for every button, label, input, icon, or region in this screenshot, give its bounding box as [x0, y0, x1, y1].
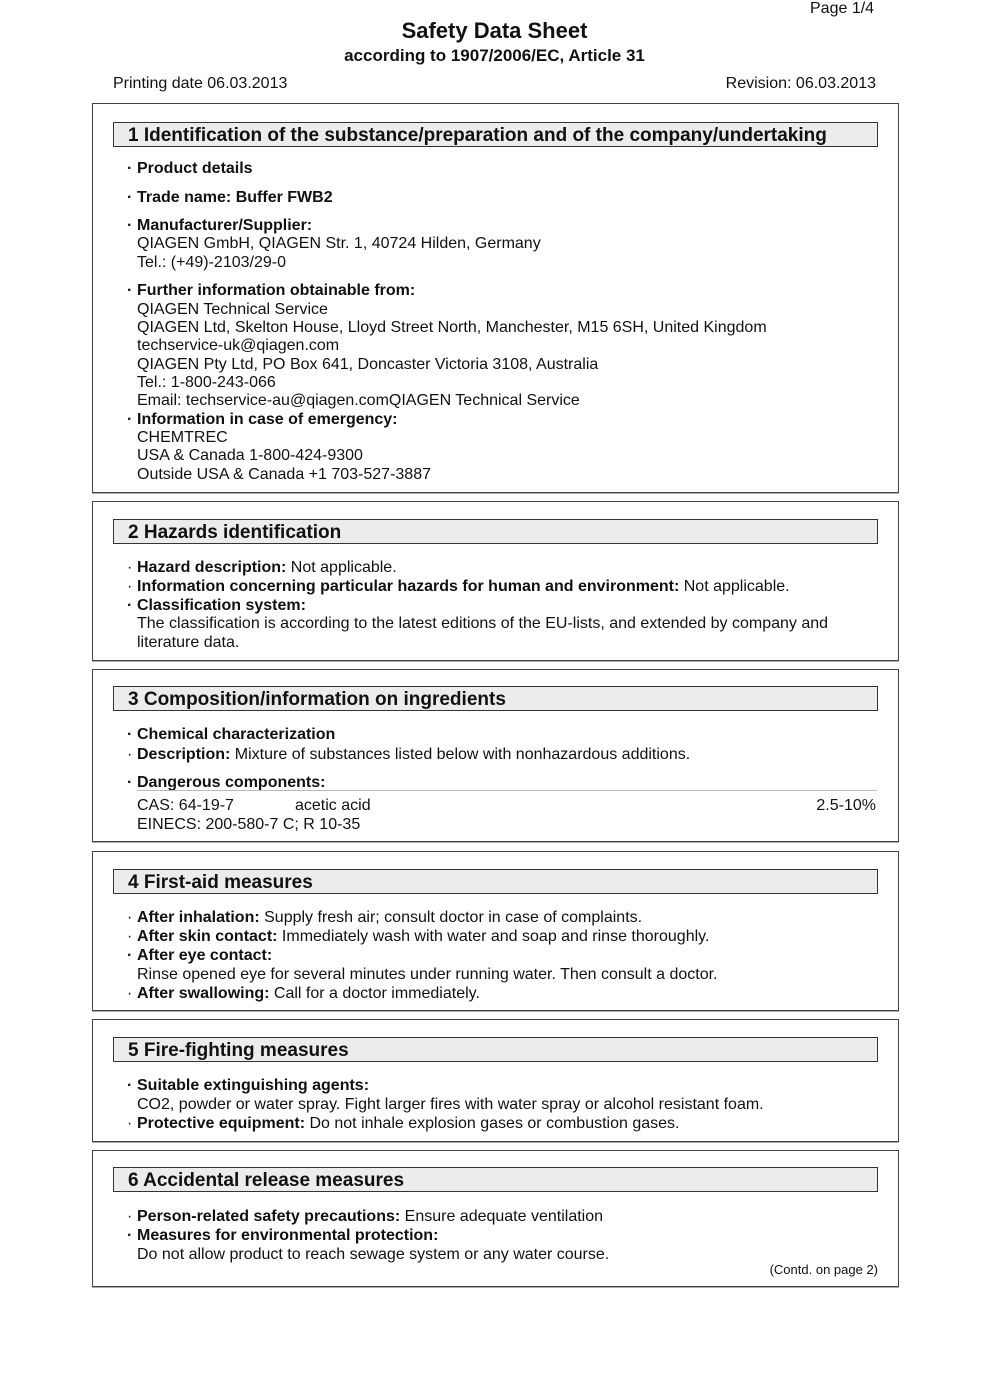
classification-line: literature data.: [137, 634, 240, 651]
component-einecs: EINECS: 200-580-7 C; R 10-35: [137, 816, 361, 833]
section-fire-fighting: [92, 1019, 899, 1142]
further-info-line: QIAGEN Technical Service: [137, 301, 328, 318]
section-composition: [92, 669, 899, 842]
section-hazards: [92, 501, 899, 661]
component-name: acetic acid: [295, 797, 371, 814]
dangerous-components-label: · Dangerous components:: [127, 774, 326, 791]
classification-label: · Classification system:: [127, 597, 306, 614]
extinguishing-agents-line: CO2, powder or water spray. Fight larger fires with water spray or alcohol resistant foam.: [137, 1096, 764, 1113]
revision-date: Revision: 06.03.2013: [725, 75, 876, 92]
document-title: Safety Data Sheet: [401, 18, 588, 43]
product-details-label: · Product details: [127, 160, 253, 177]
particular-hazards: · Information concerning particular hazards for human and environment: Not applicable.: [127, 578, 790, 595]
section-title: 2 Hazards identification: [113, 519, 878, 544]
component-cas: CAS: 64-19-7: [137, 797, 234, 814]
emergency-label: · Information in case of emergency:: [127, 411, 398, 428]
manufacturer-line: Tel.: (+49)-2103/29-0: [137, 254, 286, 271]
hazard-description: · Hazard description: Not applicable.: [127, 559, 397, 576]
continued-note: (Contd. on page 2): [769, 1262, 878, 1277]
further-info-line: QIAGEN Pty Ltd, PO Box 641, Doncaster Victoria 3108, Australia: [137, 356, 599, 373]
further-info-label: · Further information obtainable from:: [127, 282, 416, 299]
after-eye-contact-label: · After eye contact:: [127, 947, 273, 964]
document-subtitle: according to 1907/2006/EC, Article 31: [344, 46, 645, 65]
extinguishing-agents-label: · Suitable extinguishing agents:: [127, 1077, 370, 1094]
section-title: 5 Fire-fighting measures: [113, 1037, 878, 1062]
further-info-line: techservice-uk@qiagen.com: [137, 337, 340, 354]
after-skin-contact: · After skin contact: Immediately wash with water and soap and rinse thoroughly.: [127, 928, 710, 945]
section-accidental-release: [92, 1150, 899, 1287]
section-identification: [92, 103, 899, 493]
protective-equipment: · Protective equipment: Do not inhale explosion gases or combustion gases.: [127, 1115, 680, 1132]
manufacturer-label: · Manufacturer/Supplier:: [127, 217, 313, 234]
further-info-line: QIAGEN Ltd, Skelton House, Lloyd Street North, Manchester, M15 6SH, United Kingdom: [137, 319, 767, 336]
section-first-aid: [92, 851, 899, 1011]
after-eye-contact-line: Rinse opened eye for several minutes under running water. Then consult a doctor.: [137, 966, 718, 983]
further-info-line: Email: techservice-au@qiagen.comQIAGEN Technical Service: [137, 392, 580, 409]
table-rule: [137, 790, 877, 791]
chemical-characterization: · Chemical characterization: [127, 726, 336, 743]
after-inhalation: · After inhalation: Supply fresh air; consult doctor in case of complaints.: [127, 909, 643, 926]
emergency-line: USA & Canada 1-800-424-9300: [137, 447, 363, 464]
environmental-protection-line: Do not allow product to reach sewage system or any water course.: [137, 1246, 610, 1263]
composition-description: · Description: Mixture of substances listed below with nonhazardous additions.: [127, 746, 691, 763]
further-info-line: Tel.: 1-800-243-066: [137, 374, 276, 391]
person-related-precautions: · Person-related safety precautions: Ensure adequate ventilation: [127, 1208, 604, 1225]
component-concentration: 2.5-10%: [816, 797, 876, 814]
section-title: 3 Composition/information on ingredients: [113, 686, 878, 711]
section-title: 4 First-aid measures: [113, 869, 878, 894]
after-swallowing: · After swallowing: Call for a doctor immediately.: [127, 985, 480, 1002]
manufacturer-line: QIAGEN GmbH, QIAGEN Str. 1, 40724 Hilden, Germany: [137, 235, 541, 252]
emergency-line: CHEMTREC: [137, 429, 228, 446]
classification-line: The classification is according to the latest editions of the EU-lists, and extended by company and: [137, 615, 829, 632]
trade-name: · Trade name: Buffer FWB2: [127, 189, 333, 206]
section-title: 1 Identification of the substance/preparation and of the company/undertaking: [113, 122, 878, 147]
emergency-line: Outside USA & Canada +1 703-527-3887: [137, 466, 431, 483]
printing-date: Printing date 06.03.2013: [113, 75, 288, 92]
section-title: 6 Accidental release measures: [113, 1167, 878, 1192]
environmental-protection-label: · Measures for environmental protection:: [127, 1227, 439, 1244]
page-number: Page 1/4: [810, 0, 875, 17]
